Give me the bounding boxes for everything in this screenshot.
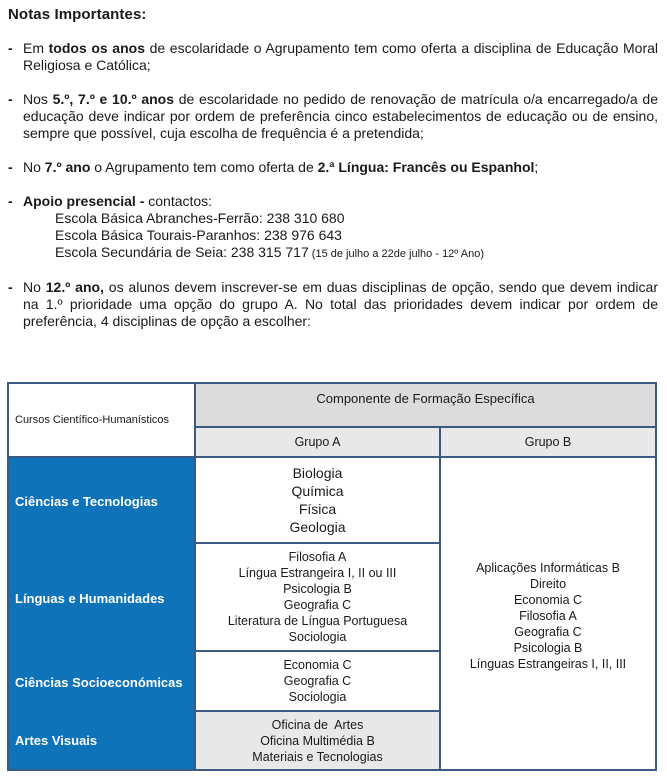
note-2-bold: 5.º, 7.º e 10.º anos bbox=[52, 91, 175, 107]
subject-item: Aplicações Informáticas B bbox=[476, 560, 620, 575]
subject-item: Geografia C bbox=[514, 624, 582, 639]
subjects-table bbox=[7, 382, 657, 771]
subject-item: Geologia bbox=[289, 519, 346, 535]
note-3-pre: No bbox=[23, 159, 45, 175]
subject-item: Línguas Estrangeiras I, II, III bbox=[469, 656, 627, 671]
group-a-ciencias-tecnologias bbox=[196, 458, 441, 544]
subject-item: Economia C bbox=[513, 592, 583, 607]
group-a-ciencias-socioeconomicas bbox=[196, 652, 441, 712]
subject-item: Filosofia A bbox=[288, 550, 347, 564]
note-3-bold-language: 2.ª Língua: Francês ou Espanhol bbox=[317, 159, 535, 175]
group-b-subjects bbox=[441, 458, 655, 769]
contact-seia-note: (15 de julho a 22de julho - 12º Ano) bbox=[308, 248, 485, 260]
note-2 bbox=[8, 91, 658, 142]
bullet-dash: - bbox=[8, 159, 13, 175]
note-1 bbox=[8, 40, 658, 74]
subject-item: Literatura de Língua Portuguesa bbox=[227, 614, 408, 628]
subject-item: Química bbox=[291, 483, 344, 499]
page-title: Notas Importantes: bbox=[8, 6, 147, 23]
note-3-bold-year: 7.º ano bbox=[44, 159, 91, 175]
subject-item: Biologia bbox=[292, 465, 343, 481]
group-a-linguas-humanidades bbox=[196, 544, 441, 652]
course-artes-visuais: Artes Visuais bbox=[9, 712, 196, 769]
note-1-post: de escolaridade o Agrupamento tem como oferta a disciplina de Educação Moral Religiosa e Católica; bbox=[23, 40, 659, 73]
contact-seia bbox=[55, 244, 658, 263]
note-3-post: ; bbox=[534, 159, 539, 175]
subject-item: Materiais e Tecnologias bbox=[252, 749, 383, 764]
note-3 bbox=[8, 159, 658, 176]
note-2-post: de escolaridade no pedido de renovação de matrícula o/a encarregado/a de educação deve indicar por ordem de preferência cinco estabelecimentos de educação ou de ensino, sempre que possível, cuja escolha de frequência é a pretendida; bbox=[23, 91, 658, 141]
bullet-dash: - bbox=[8, 40, 13, 56]
contact-abranches: Escola Básica Abranches-Ferrão: 238 310 680 bbox=[55, 210, 345, 226]
note-4 bbox=[8, 193, 658, 263]
header-component: Componente de Formação Específica bbox=[196, 384, 655, 428]
subject-item: Língua Estrangeira I, II ou III bbox=[238, 566, 397, 580]
subject-item: Direito bbox=[529, 576, 567, 591]
subject-item: Sociologia bbox=[288, 630, 347, 644]
subject-item: Sociologia bbox=[288, 690, 347, 704]
subject-item: Física bbox=[298, 501, 337, 517]
note-2-pre: Nos bbox=[23, 91, 53, 107]
group-a-artes-visuais bbox=[196, 712, 441, 769]
header-group-a: Grupo A bbox=[196, 428, 441, 458]
subject-item: Geografia C bbox=[283, 598, 352, 612]
course-ciencias-tecnologias: Ciências e Tecnologias bbox=[9, 458, 196, 544]
subject-item: Oficina de Artes bbox=[271, 717, 364, 732]
note-4-bold: Apoio presencial - bbox=[23, 193, 145, 209]
note-5-bold: 12.º ano, bbox=[45, 279, 104, 295]
note-5 bbox=[8, 279, 658, 330]
bullet-dash: - bbox=[8, 279, 13, 295]
note-4-post: contactos: bbox=[144, 193, 213, 209]
bullet-dash: - bbox=[8, 193, 13, 209]
course-linguas-humanidades: Línguas e Humanidades bbox=[9, 544, 196, 652]
header-group-b: Grupo B bbox=[441, 428, 655, 458]
note-5-post: os alunos devem inscrever-se em duas disciplinas de opção, sendo que devem indicar na 1.º prioridade uma opção do grupo A. No total das prioridades devem indicar por ordem de preferência, 4 disciplinas de opção a escolher: bbox=[23, 279, 658, 329]
subject-item: Filosofia A bbox=[519, 608, 577, 623]
note-1-bold: todos os anos bbox=[48, 40, 145, 56]
subject-item: Economia C bbox=[283, 658, 352, 672]
header-courses: Cursos Científico-Humanísticos bbox=[9, 384, 196, 458]
subject-item: Oficina Multimédia B bbox=[260, 733, 375, 748]
note-1-pre: Em bbox=[23, 40, 49, 56]
contact-seia-text: Escola Secundária de Seia: 238 315 717 bbox=[55, 244, 309, 260]
contact-tourais: Escola Básica Tourais-Paranhos: 238 976 643 bbox=[55, 227, 342, 243]
subject-item: Psicologia B bbox=[283, 582, 352, 596]
subject-item: Geografia C bbox=[283, 674, 352, 688]
subject-item: Psicologia B bbox=[513, 640, 583, 655]
course-ciencias-socioeconomicas: Ciências Socioeconómicas bbox=[9, 652, 196, 712]
note-5-pre: No bbox=[23, 279, 46, 295]
note-3-mid: o Agrupamento tem como oferta de bbox=[90, 159, 318, 175]
bullet-dash: - bbox=[8, 91, 13, 107]
